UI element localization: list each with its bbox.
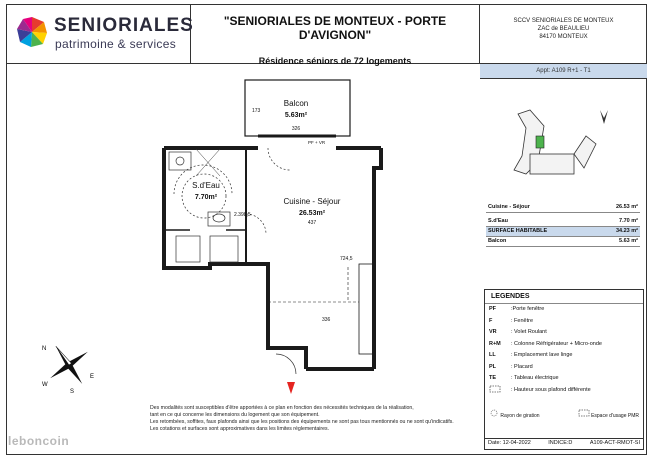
revision-footer	[484, 437, 644, 450]
balcon-area: 5.63m²	[284, 112, 308, 119]
legend-item: : Hauteur sous plafond différente	[485, 385, 643, 397]
legend-footer: Rayon de giration Espace d'usage PMR	[485, 409, 643, 419]
dim-724: 724,5	[340, 256, 353, 262]
svg-text:E: E	[90, 374, 95, 380]
brand-name: SENIORIALES	[54, 15, 194, 36]
sde-name: S.d'Eau	[192, 181, 220, 190]
legend-item: TE : Tableau électrique	[489, 375, 559, 381]
legend-item: LL : Emplacement lave linge	[489, 352, 573, 358]
pmr-space-icon	[578, 409, 590, 417]
sde-area: 7.70m²	[194, 194, 218, 201]
brand-logo-icon	[16, 16, 48, 48]
turning-radius-icon	[489, 409, 499, 417]
project-header	[191, 4, 480, 64]
surface-total-row: SURFACE HABITABLE 34.23 m²	[486, 227, 640, 237]
bathroom-fixtures	[169, 149, 238, 262]
balcon-name: Balcon	[283, 99, 309, 108]
sejour-area: 26.53m²	[298, 210, 326, 217]
svg-text:N: N	[42, 346, 47, 352]
apartment-label: Appt: A109 R+1 - T1	[480, 64, 647, 79]
walls	[164, 80, 381, 369]
plan-index: INDICE:D	[548, 440, 573, 446]
legend	[484, 289, 644, 439]
watermark: leboncoin	[8, 434, 70, 448]
surface-row: Cuisine - Séjour 26.53 m²	[486, 203, 640, 213]
address-line-3: 84170 MONTEUX	[539, 34, 588, 40]
balcon-door-label: PF + VR	[308, 140, 326, 145]
dim-336: 336	[322, 317, 331, 323]
disclaimer: Des modalités sont susceptibles d'être apportées à ce plan en fonction des nécessités techniques de la réalisation, tant en ce qui concerne les dimensions du logement que son équipement. Les retombées, soffites, faux plafonds ainsi que les positions des équipements ne sont pas tous mentionnés ou ne sont qu'indicatifs. Les cotations et surfaces sont approximatives dans les limites réglementaires.	[150, 405, 454, 432]
sde-dim: 2.398,5	[234, 212, 251, 218]
balcon-height: 173	[252, 108, 261, 114]
plan-date: Date: 12-04-2022	[488, 440, 531, 446]
legend-item: VR : Volet Roulant	[489, 329, 547, 335]
legend-item: R+M : Colonne Réfrigérateur + Micro-onde	[489, 340, 602, 347]
sejour-dim: 437	[307, 220, 317, 226]
address-block	[480, 4, 647, 64]
legend-title: LEGENDES	[485, 290, 643, 304]
sejour-name: Cuisine - Séjour	[283, 197, 341, 206]
address-line-1: SCCV SENIORIALES DE MONTEUX	[513, 18, 614, 24]
plan-reference: A109-ACT-RMOT-SI	[589, 440, 640, 446]
brand-tagline: patrimoine & services	[55, 37, 177, 51]
address-line-2: ZAC de BEAULIEU	[537, 26, 590, 32]
ceiling-height-icon	[489, 385, 501, 393]
surface-row: S.d'Eau 7.70 m²	[486, 217, 640, 227]
doors	[246, 148, 296, 374]
surfaces-table	[486, 203, 640, 247]
legend-item: PL : Placard	[489, 363, 533, 370]
svg-text:W: W	[42, 382, 48, 388]
svg-text:S: S	[70, 389, 75, 394]
entry-marker	[287, 382, 295, 394]
building-keymap	[500, 96, 630, 186]
legend-item: F : Fenêtre	[489, 317, 534, 324]
project-title: "SENIORIALES DE MONTEUX - PORTE D'AVIGNON"	[223, 14, 447, 42]
legend-item: PF :Porte fenêtre	[489, 306, 545, 312]
balcon-width: 326	[291, 126, 301, 132]
surface-row: Balcon 5.63 m²	[486, 237, 640, 247]
project-subtitle: Résidence séniors de 72 logements	[258, 56, 412, 66]
compass-rose-icon	[40, 336, 98, 394]
